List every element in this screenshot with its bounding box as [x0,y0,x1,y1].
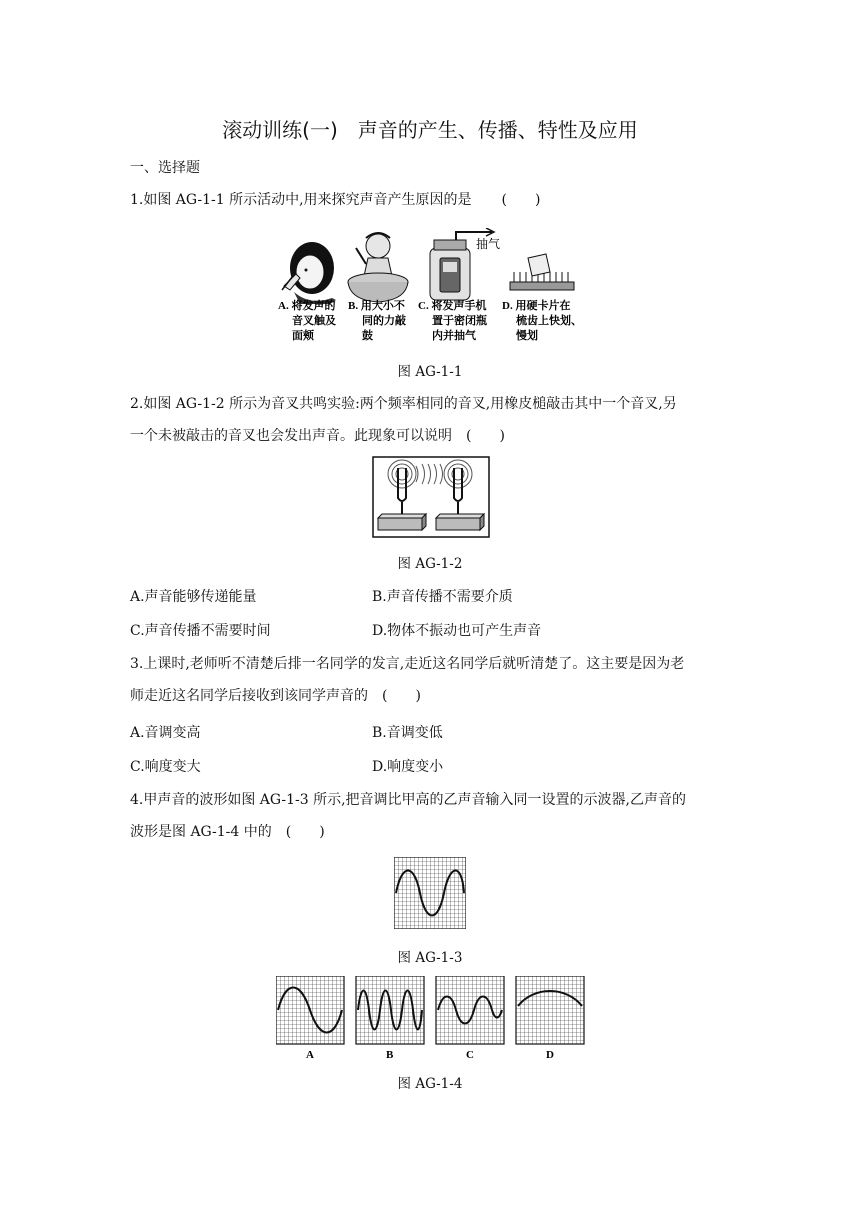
resonance-waves-illustration [388,460,472,488]
question-4-line-1: 4.甲声音的波形如图 AG-1-3 所示,把音调比甲高的乙声音输入同一设置的示波器,乙声音的 [130,792,686,808]
question-2-line-2 [130,426,505,446]
wave-label-b: B [386,1049,394,1060]
q2-option-a[interactable]: A.声音能够传递能量 [130,589,257,605]
figure-label-b1: B. 用大小不 [348,300,405,312]
question-3-line-1: 3.上课时,老师听不清楚后排一名同学的发言,走近这名同学后就听清楚了。这主要是因为老 [130,656,685,672]
oscilloscope-grid [394,857,466,929]
figure-ag-1-1 [270,228,600,346]
drum-illustration [348,233,408,302]
question-3-line-2 [130,686,421,706]
q3-option-c[interactable]: C.响度变大 [130,759,201,775]
question-3-text: 师走近这名同学后接收到该同学声音的 [130,688,368,704]
wave-label-c: C [466,1049,474,1060]
question-4-line-2 [130,822,325,842]
question-1 [130,190,540,210]
page-title: 滚动训练(一) 声音的产生、传播、特性及应用 [222,118,638,142]
figure-label-c2: 置于密闭瓶 [432,315,487,327]
section-heading: 一、选择题 [130,160,200,176]
figure-label-d3: 慢划 [516,330,538,342]
figure-ag-1-3 [394,857,466,929]
figure-caption-ag-1-3: 图 AG-1-3 [397,950,463,966]
figure-label-c1: C. 将发声手机 [418,300,487,312]
figure-label-a2: 音叉触及 [292,315,336,327]
figure-label-b3: 鼓 [362,330,373,342]
wave-d-grid [516,976,584,1044]
figure-ag-1-2 [372,456,490,538]
question-2-text: 一个未被敲击的音叉也会发出声音。此现象可以说明 [130,428,452,444]
wave-label-d: D [546,1049,554,1060]
answer-blank-3: ( ) [382,688,421,704]
question-2-line-1: 2.如图 AG-1-2 所示为音叉共鸣实验:两个频率相同的音叉,用橡皮槌敲击其中一个音叉,另 [130,396,677,412]
q3-option-d[interactable]: D.响度变小 [372,759,444,775]
figure-label-c3: 内并抽气 [432,330,476,342]
question-1-text: 1.如图 AG-1-1 所示活动中,用来探究声音产生原因的是 [130,192,472,208]
figure-label-a3: 面颊 [292,330,314,342]
figure-ag-1-4 [276,976,586,1060]
figure-caption-ag-1-1: 图 AG-1-1 [397,364,463,380]
figure-label-d1: D. 用硬卡片在 [502,300,571,312]
wave-c-grid [436,976,504,1044]
sealed-jar-phone-illustration [430,228,500,300]
figure-caption-ag-1-4: 图 AG-1-4 [397,1076,463,1092]
q2-option-d[interactable]: D.物体不振动也可产生声音 [372,623,542,639]
q2-option-b[interactable]: B.声音传播不需要介质 [372,589,513,605]
resonance-boxes [378,514,484,530]
question-4-text: 波形是图 AG-1-4 中的 [130,824,272,840]
q3-option-b[interactable]: B.音调变低 [372,725,443,741]
person-tuning-fork-illustration [282,242,336,304]
q2-option-c[interactable]: C.声音传播不需要时间 [130,623,271,639]
wave-label-a: A [306,1049,314,1060]
q3-option-a[interactable]: A.音调变高 [130,725,201,741]
pump-label: 抽气 [476,237,501,251]
answer-blank-2: ( ) [466,428,505,444]
answer-blank-1: ( ) [501,192,541,208]
answer-blank-4: ( ) [285,824,325,840]
figure-caption-ag-1-2: 图 AG-1-2 [397,556,463,572]
figure-label-b2: 同的力敲 [362,315,406,327]
comb-card-illustration [510,254,574,290]
figure-label-d2: 梳齿上快划、 [516,315,582,327]
figure-label-a1: A. 将发声的 [278,300,336,312]
